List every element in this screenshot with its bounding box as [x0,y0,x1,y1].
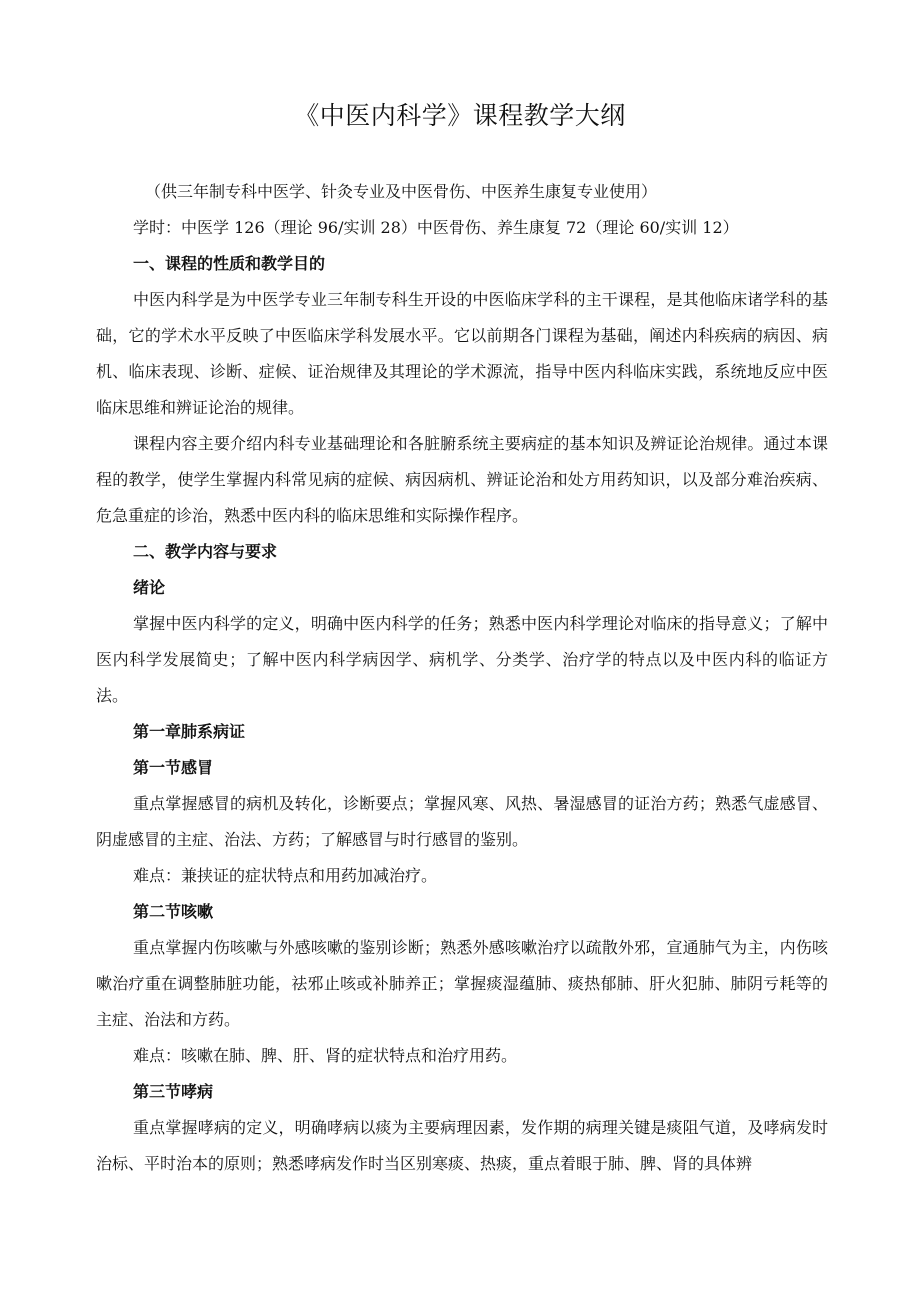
section-cough-focus: 重点掌握内伤咳嗽与外感咳嗽的鉴别诊断；熟悉外感咳嗽治疗以疏散外邪，宣通肺气为主，内伤咳嗽治疗重在调整肺脏功能，祛邪止咳或补肺养正；掌握痰湿蕴肺、痰热郁肺、肝火犯肺、肺阴亏耗等的主症、治法和方药。 [96,938,828,1029]
scope-note: （供三年制专科中医学、针灸专业及中医骨伤、中医养生康复专业使用） [145,182,658,201]
intro-paragraph: 掌握中医内科学的定义，明确中医内科学的任务；熟悉中医内科学理论对临床的指导意义；了解中医内科学发展简史；了解中医内科学病因学、病机学、分类学、治疗学的特点以及中医内科的临证方法。 [96,614,828,705]
section-cold-heading: 第一节感冒 [133,758,214,777]
section2-heading: 二、教学内容与要求 [133,542,278,561]
section-asthma-heading: 第三节哮病 [133,1082,214,1101]
section-cold-difficulty: 难点：兼挟证的症状特点和用药加减治疗。 [133,866,438,885]
section1-paragraph-2: 课程内容主要介绍内科专业基础理论和各脏腑系统主要病症的基本知识及辨证论治规律。通过本课程的教学，使学生掌握内科常见病的症候、病因病机、辨证论治和处方用药知识，以及部分难治疾病、危急重症的诊治，熟悉中医内科的临床思维和实际操作程序。 [96,434,828,525]
course-hours: 学时：中医学 126（理论 96/实训 28）中医骨伤、养生康复 72（理论 60/实训 12） [133,218,739,237]
document-title: 《中医内科学》课程教学大纲 [294,101,626,130]
chapter1-heading: 第一章肺系病证 [133,722,246,741]
section-cough-heading: 第二节咳嗽 [133,902,214,921]
intro-heading: 绪论 [133,578,166,597]
section-asthma-focus: 重点掌握哮病的定义，明确哮病以痰为主要病理因素，发作期的病理关键是痰阻气道，及哮病发时治标、平时治本的原则；熟悉哮病发作时当区别寒痰、热痰，重点着眼于肺、脾、肾的具体辨 [96,1118,828,1173]
section-cough-difficulty: 难点：咳嗽在肺、脾、肝、肾的症状特点和治疗用药。 [133,1046,518,1065]
section1-heading: 一、课程的性质和教学目的 [133,254,326,273]
section1-paragraph-1: 中医内科学是为中医学专业三年制专科生开设的中医临床学科的主干课程，是其他临床诸学科的基础，它的学术水平反映了中医临床学科发展水平。它以前期各门课程为基础，阐述内科疾病的病因、病机、临床表现、诊断、症候、证治规律及其理论的学术源流，指导中医内科临床实践，系统地反应中医临床思维和辨证论治的规律。 [96,290,828,417]
section-cold-focus: 重点掌握感冒的病机及转化，诊断要点；掌握风寒、风热、暑湿感冒的证治方药；熟悉气虚感冒、阴虚感冒的主症、治法、方药；了解感冒与时行感冒的鉴别。 [96,794,828,849]
